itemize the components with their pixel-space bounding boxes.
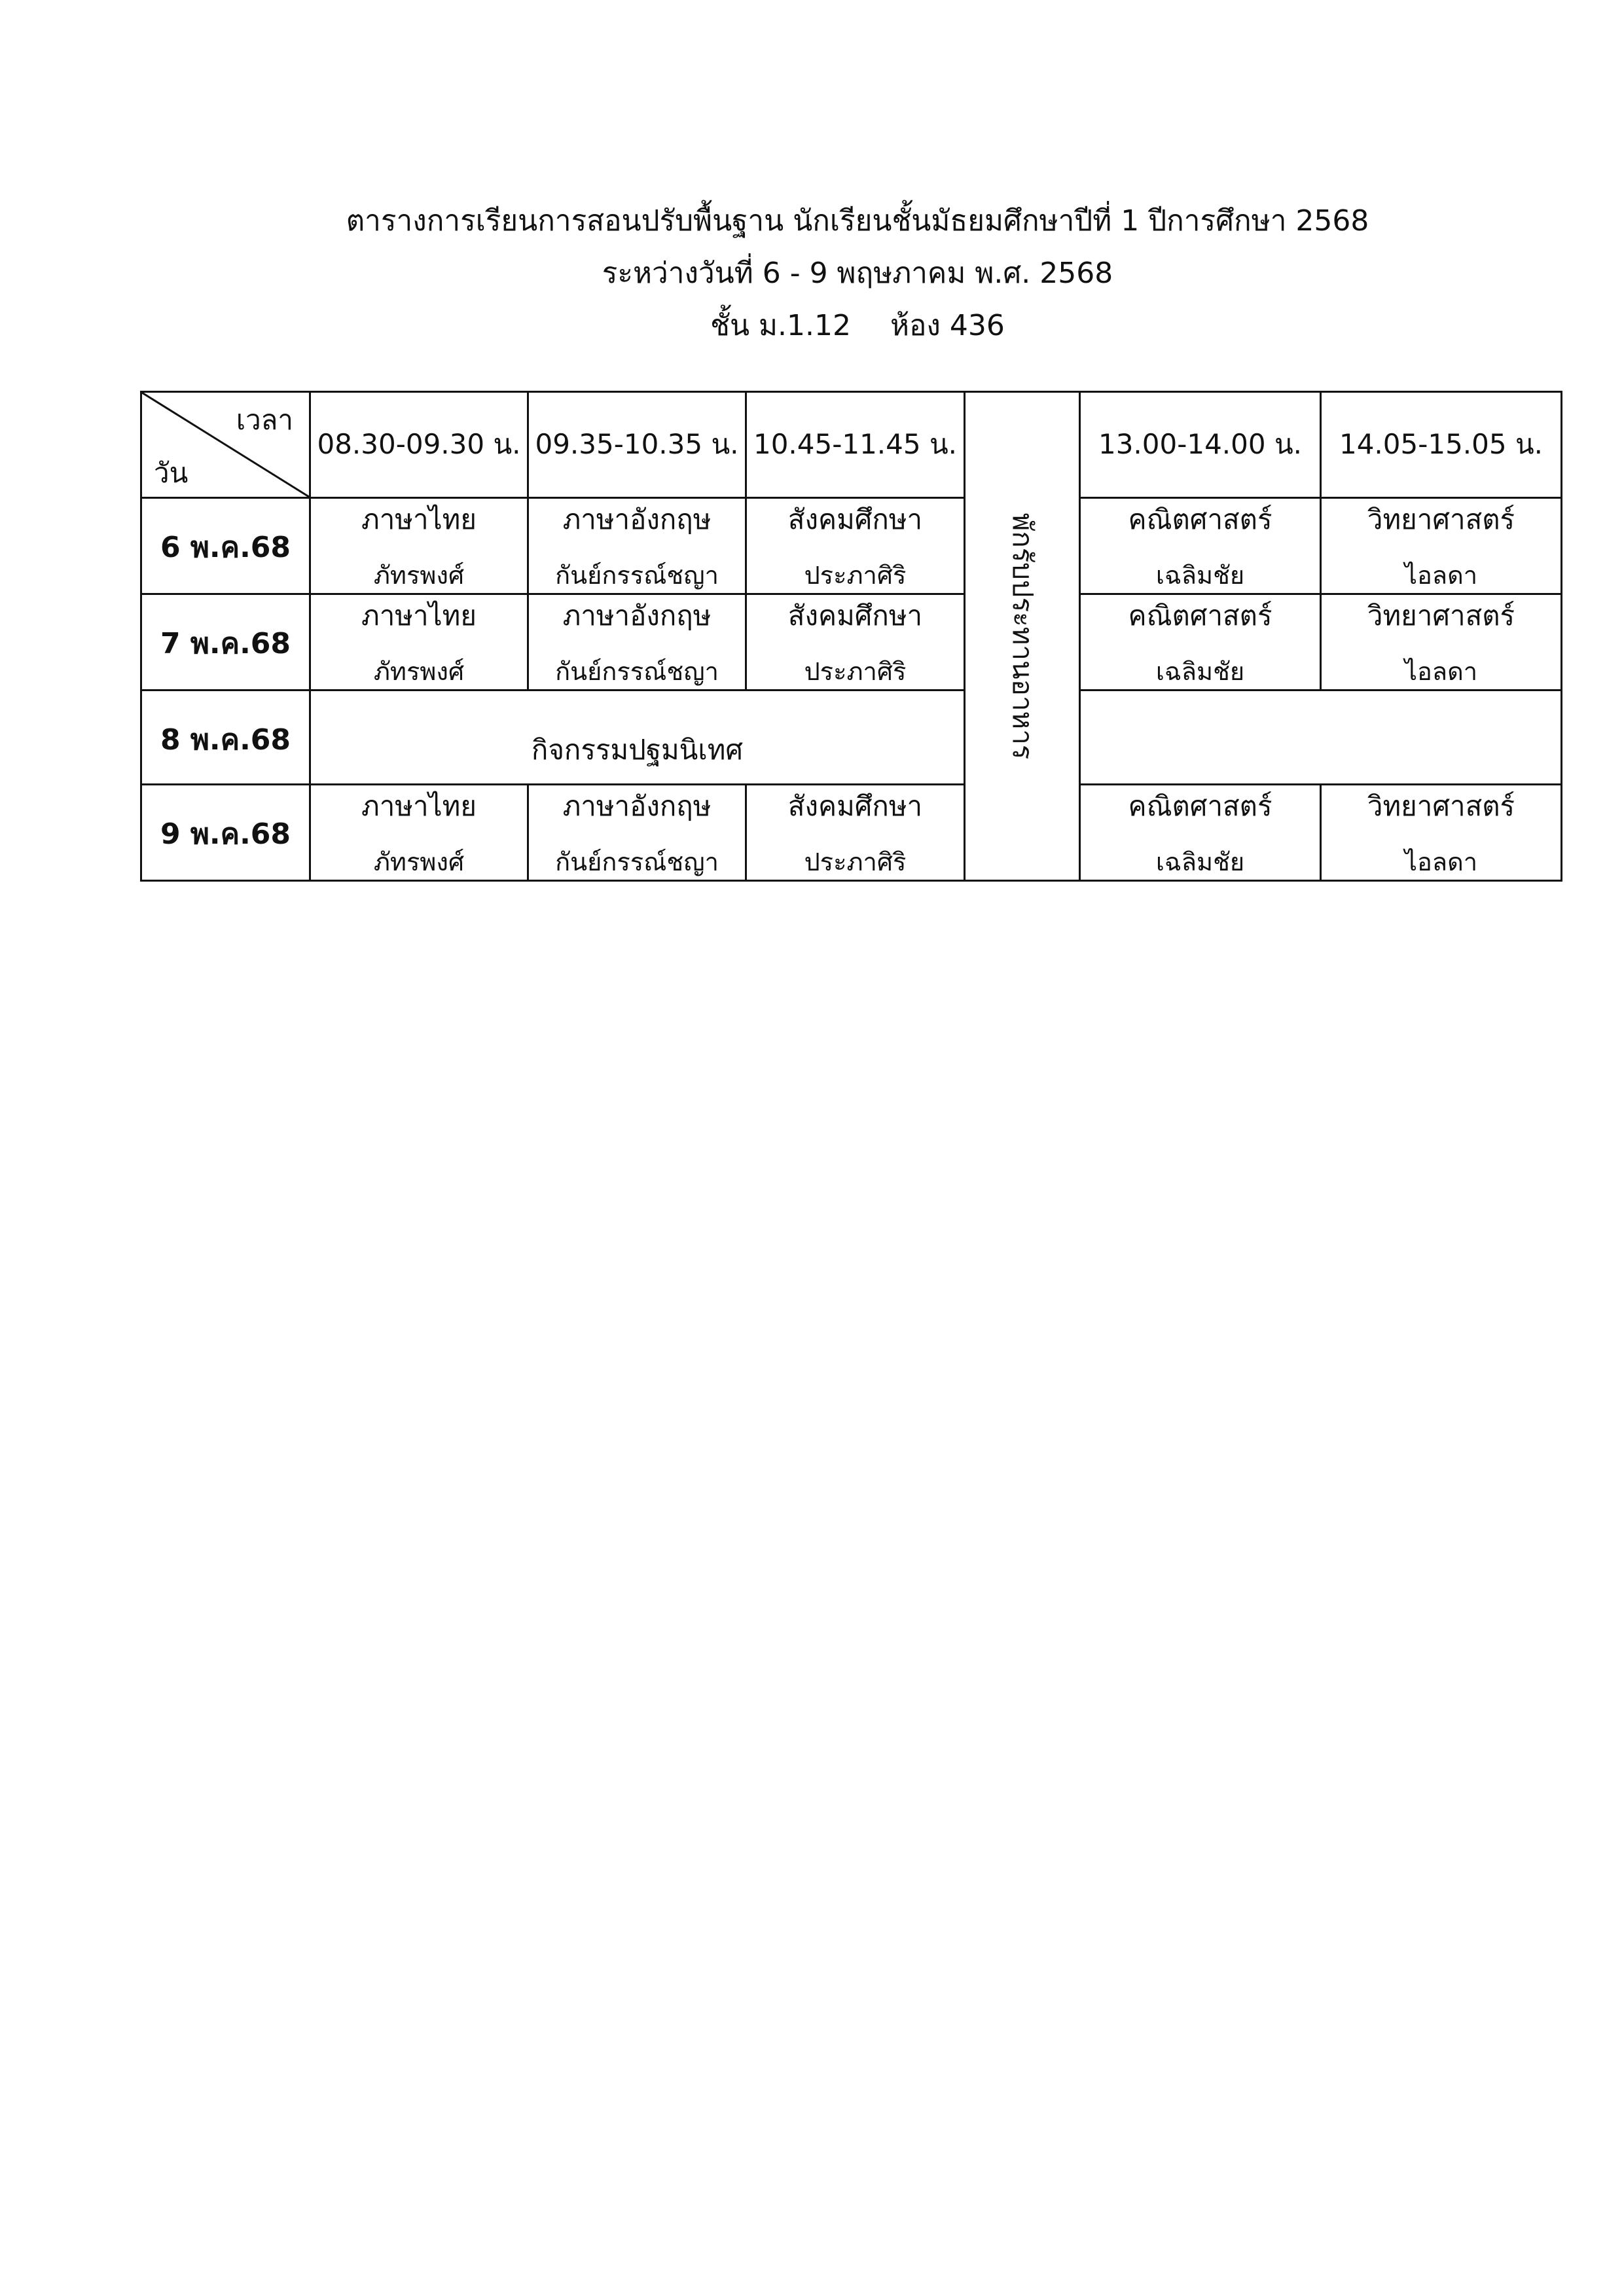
teacher-name: ภัทรพงศ์ — [373, 848, 465, 877]
class-cell — [528, 785, 746, 881]
table-row — [141, 594, 1562, 691]
day-label: 8 พ.ค.68 — [141, 691, 310, 785]
teacher-name: ภัทรพงศ์ — [373, 561, 465, 590]
teacher-name: กันย์กรรณ์ชญา — [555, 657, 719, 687]
subject-name: วิทยาศาสตร์ — [1367, 503, 1515, 535]
class-label: ชั้น ม.1.12 — [710, 309, 851, 342]
teacher-name: เฉลิมชัย — [1155, 848, 1245, 877]
class-cell — [1080, 785, 1321, 881]
class-cell — [746, 785, 965, 881]
heading-title: ตารางการเรียนการสอนปรับพื้นฐาน นักเรียนชั้นมัธยมศึกษาปีที่ 1 ปีการศึกษา 2568 — [346, 204, 1369, 238]
subject-name: ภาษาไทย — [361, 503, 477, 535]
teacher-name: เฉลิมชัย — [1155, 657, 1245, 687]
class-cell — [310, 594, 528, 691]
period-header: 13.00-14.00 น. — [1080, 392, 1321, 498]
lunch-break-cell — [965, 392, 1080, 881]
empty-afternoon-cell — [1080, 691, 1562, 785]
class-cell — [1080, 498, 1321, 594]
period-header: 09.35-10.35 น. — [528, 392, 746, 498]
teacher-name: ประภาศิริ — [804, 657, 907, 687]
table-row — [141, 498, 1562, 594]
subject-name: สังคมศึกษา — [787, 790, 923, 822]
teacher-name: กันย์กรรณ์ชญา — [555, 561, 719, 590]
teacher-name: ไอลดา — [1404, 657, 1478, 687]
teacher-name: เฉลิมชัย — [1155, 561, 1245, 590]
subject-name: ภาษาไทย — [361, 790, 477, 822]
teacher-name: ภัทรพงศ์ — [373, 657, 465, 687]
class-cell — [1321, 785, 1562, 881]
schedule-heading — [0, 195, 1624, 352]
subject-name: สังคมศึกษา — [787, 503, 923, 535]
class-cell — [746, 594, 965, 691]
schedule-table — [140, 391, 1562, 882]
room-label: ห้อง 436 — [890, 309, 1005, 342]
class-cell — [1080, 594, 1321, 691]
subject-name: สังคมศึกษา — [787, 600, 923, 632]
teacher-name: ไอลดา — [1404, 848, 1478, 877]
subject-name: ภาษาอังกฤษ — [562, 600, 712, 632]
teacher-name: ไอลดา — [1404, 561, 1478, 590]
day-label: 7 พ.ค.68 — [141, 594, 310, 691]
class-cell — [1321, 498, 1562, 594]
table-row — [141, 785, 1562, 881]
teacher-name: ประภาศิริ — [804, 561, 907, 590]
class-cell — [1321, 594, 1562, 691]
subject-name: คณิตศาสตร์ — [1128, 503, 1272, 535]
subject-name: ภาษาไทย — [361, 600, 477, 632]
subject-name: ภาษาอังกฤษ — [562, 790, 712, 822]
corner-time-label: เวลา — [236, 404, 293, 436]
class-cell — [528, 498, 746, 594]
class-cell — [310, 498, 528, 594]
header-row — [141, 392, 1562, 498]
period-header: 10.45-11.45 น. — [746, 392, 965, 498]
subject-name: วิทยาศาสตร์ — [1367, 790, 1515, 822]
teacher-name: ประภาศิริ — [804, 848, 907, 877]
table-row — [141, 691, 1562, 785]
period-header: 14.05-15.05 น. — [1321, 392, 1562, 498]
subject-name: คณิตศาสตร์ — [1128, 790, 1272, 822]
day-label: 9 พ.ค.68 — [141, 785, 310, 881]
heading-class-room — [0, 300, 1624, 352]
subject-name: วิทยาศาสตร์ — [1367, 600, 1515, 632]
class-cell — [528, 594, 746, 691]
class-cell — [310, 785, 528, 881]
day-label: 6 พ.ค.68 — [141, 498, 310, 594]
corner-cell — [141, 392, 310, 498]
subject-name: คณิตศาสตร์ — [1128, 600, 1272, 632]
corner-day-label: วัน — [154, 456, 189, 489]
lunch-break-label: พักรับประทานอาหาร — [1006, 512, 1039, 760]
orientation-activity: กิจกรรมปฐมนิเทศ — [310, 691, 965, 785]
subject-name: ภาษาอังกฤษ — [562, 503, 712, 535]
teacher-name: กันย์กรรณ์ชญา — [555, 848, 719, 877]
heading-date-range: ระหว่างวันที่ 6 - 9 พฤษภาคม พ.ศ. 2568 — [602, 257, 1113, 290]
class-cell — [746, 498, 965, 594]
period-header: 08.30-09.30 น. — [310, 392, 528, 498]
